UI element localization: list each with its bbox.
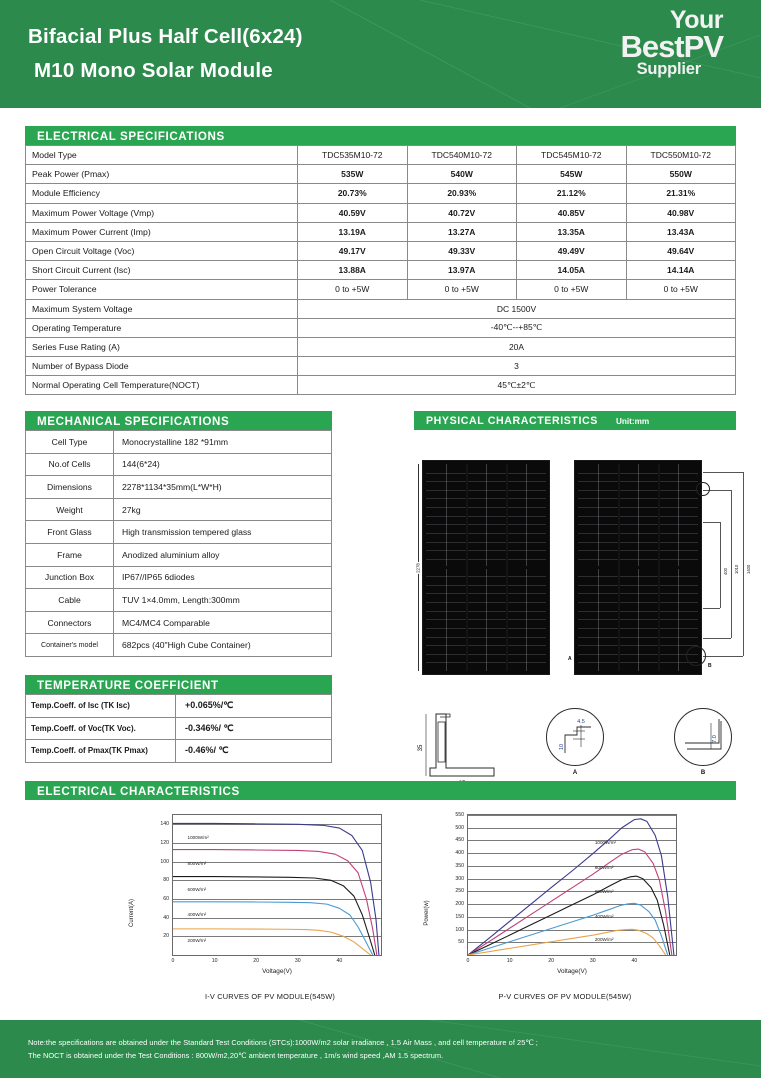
cell-divider (578, 645, 698, 646)
detail-circle-b-marker (686, 646, 706, 666)
y-axis-tick-label: 140 (160, 821, 169, 828)
y-axis-tick-label: 100 (160, 858, 169, 865)
table-row (26, 476, 332, 499)
temp-coeff-label: Temp.Coeff. of Pmax(TK Pmax) (26, 740, 176, 763)
spec-label: Maximum Power Current (Imp) (26, 222, 298, 241)
mech-label: Container's model (26, 634, 114, 657)
cell-divider (426, 481, 546, 482)
spec-value: 21.12% (517, 184, 627, 203)
spec-value: 20A (298, 337, 736, 356)
cell-divider (426, 576, 546, 577)
panel-back-view (568, 460, 751, 675)
series-line (468, 903, 668, 955)
mech-label: Junction Box (26, 566, 114, 589)
table-row (26, 695, 332, 718)
pv-chart-ylabel: Power(w) (424, 899, 430, 926)
series-annotation-label: 400W/m² (594, 914, 614, 920)
spec-label: Maximum System Voltage (26, 299, 298, 318)
detail-mark-a-left: A (568, 656, 572, 662)
table-row (26, 589, 332, 612)
cell-divider (578, 550, 698, 551)
cell-divider (578, 654, 698, 655)
detail-mark-a: A (695, 474, 699, 480)
spec-value: 0 to +5W (407, 280, 517, 299)
callout-leader-line (703, 522, 720, 523)
cell-divider (426, 498, 546, 499)
panel-detail-views (406, 700, 746, 792)
series-annotation-label: 600W/m² (594, 888, 614, 894)
cell-divider (426, 559, 546, 560)
y-axis-tick-label: 100 (455, 926, 464, 933)
detail-view-a-circle (546, 708, 604, 766)
cell-divider (426, 619, 546, 620)
pv-curve-chart (415, 810, 715, 1015)
mech-label: Frame (26, 543, 114, 566)
cell-divider (426, 542, 546, 543)
series-annotation-label: 1000W/m² (594, 840, 617, 845)
table-row (26, 203, 736, 222)
cell-divider (578, 576, 698, 577)
y-axis-tick-label: 60 (163, 896, 169, 902)
cell-divider (426, 550, 546, 551)
physical-characteristics-section (414, 411, 751, 776)
x-axis-tick-label: 10 (506, 958, 513, 964)
temp-coeff-label: Temp.Coeff. of Voc(TK Voc). (26, 717, 176, 740)
table-row (26, 222, 736, 241)
x-axis-tick-label: 30 (589, 958, 596, 964)
mech-value: 144(6*24) (114, 453, 332, 476)
mech-value: MC4/MC4 Comparable (114, 611, 332, 634)
spec-label: Maximum Power Voltage (Vmp) (26, 203, 298, 222)
physical-characteristics-title: PHYSICAL CHARACTERISTICS (426, 415, 598, 427)
callout-leader-line (703, 472, 743, 473)
spec-value: TDC540M10-72 (407, 146, 517, 165)
callout-dimension-value: 1400 (746, 564, 751, 574)
spec-value: 545W (517, 165, 627, 184)
series-annotation-label: 600W/m² (187, 886, 207, 892)
spec-value: 21.31% (626, 184, 736, 203)
spec-value: 20.93% (407, 184, 517, 203)
mech-label: Connectors (26, 611, 114, 634)
cell-divider (426, 645, 546, 646)
cell-divider (578, 542, 698, 543)
spec-label: Series Fuse Rating (A) (26, 337, 298, 356)
spec-value: 49.33V (407, 241, 517, 260)
mech-label: No.of Cells (26, 453, 114, 476)
table-row (26, 566, 332, 589)
table-row (26, 241, 736, 260)
x-axis-tick-label: 20 (253, 958, 260, 964)
physical-characteristics-heading (414, 411, 736, 430)
spec-value: 0 to +5W (298, 280, 408, 299)
spec-label: Normal Operating Cell Temperature(NOCT) (26, 376, 298, 395)
panel-busbar (658, 464, 660, 671)
callout-dimension-value: 400 (723, 568, 728, 575)
spec-value: 49.64V (626, 241, 736, 260)
cell-divider (578, 524, 698, 525)
cell-divider (578, 490, 698, 491)
panel-busbar (618, 464, 620, 671)
detail-view-b-drawing (675, 709, 733, 767)
mech-value: IP67//IP65 6diodes (114, 566, 332, 589)
mech-value: 27kg (114, 498, 332, 521)
cell-divider (426, 585, 546, 586)
callout-leader-line (703, 656, 743, 657)
spec-value: 13.35A (517, 222, 627, 241)
logo-line-supplier: Supplier (636, 60, 701, 78)
cell-divider (578, 593, 698, 594)
spec-value: 40.59V (298, 203, 408, 222)
panel-busbar (506, 464, 508, 671)
mech-value: Anodized aluminium alloy (114, 543, 332, 566)
table-row (26, 146, 736, 165)
iv-chart-ylabel: Current(A) (129, 898, 135, 927)
table-row (26, 376, 736, 395)
table-row (26, 261, 736, 280)
mechanical-specifications-section (25, 411, 332, 657)
spec-value: 49.49V (517, 241, 627, 260)
y-axis-tick-label: 20 (163, 933, 169, 940)
spec-value: 550W (626, 165, 736, 184)
iv-chart-caption: I-V CURVES OF PV MODULE(545W) (204, 992, 336, 1001)
spec-value: 40.98V (626, 203, 736, 222)
series-annotation-label: 200W/m² (594, 936, 614, 942)
detail-b-dim-1: 7.0 (712, 735, 718, 743)
spec-value: 0 to +5W (517, 280, 627, 299)
spec-value: 40.85V (517, 203, 627, 222)
spec-value: 14.14A (626, 261, 736, 280)
charts-container (25, 810, 736, 1025)
cell-divider (578, 498, 698, 499)
callout-dimension-line (731, 490, 732, 638)
cell-divider (426, 637, 546, 638)
cell-divider (426, 507, 546, 508)
cell-divider (578, 619, 698, 620)
electrical-characteristics-section (25, 781, 736, 1025)
callout-leader-line (703, 608, 720, 609)
detail-view-a-label: A (572, 770, 578, 776)
x-axis-tick-label: 20 (548, 958, 555, 964)
table-row (26, 740, 332, 763)
footer-note-line-1: Note:the specifications are obtained under the Standard Test Conditions (STCs):1000W/m2 solar irradiance , 1.5 Air Mass , and cell temperature of 25℃ ; (28, 1038, 538, 1047)
electrical-specifications-table (25, 145, 736, 395)
spec-label: Short Circuit Current (Isc) (26, 261, 298, 280)
spec-value: 13.27A (407, 222, 517, 241)
cell-divider (578, 628, 698, 629)
table-row (26, 299, 736, 318)
spec-value: 13.88A (298, 261, 408, 280)
panel-front-cells (426, 464, 546, 671)
spec-value: 13.19A (298, 222, 408, 241)
panel-front-view (415, 460, 550, 675)
table-row (26, 498, 332, 521)
spec-value: 3 (298, 357, 736, 376)
detail-view-b-circle (674, 708, 732, 766)
y-axis-tick-label: 450 (455, 837, 464, 844)
logo-pv: PV (683, 29, 723, 64)
temp-coeff-value: -0.46%/ ℃ (176, 740, 332, 763)
y-axis-tick-label: 400 (455, 850, 464, 857)
company-logo (620, 8, 723, 78)
x-axis-tick-label: 30 (294, 958, 301, 964)
temperature-coefficient-heading: TEMPERATURE COEFFICIENT (25, 675, 332, 694)
series-annotation-label: 400W/m² (187, 911, 207, 917)
series-annotation-label: 1000W/m² (187, 835, 209, 841)
series-line (468, 876, 670, 955)
pv-chart-xlabel: Voltage(V) (557, 968, 587, 975)
y-axis-tick-label: 150 (455, 913, 464, 920)
spec-label: Peak Power (Pmax) (26, 165, 298, 184)
cell-divider (578, 611, 698, 612)
cell-divider (426, 628, 546, 629)
spec-label: Number of Bypass Diode (26, 357, 298, 376)
detail-view-a-drawing (547, 709, 605, 767)
spec-value: 20.73% (298, 184, 408, 203)
series-annotation-label: 200W/m² (187, 938, 207, 943)
cell-divider (426, 611, 546, 612)
cell-divider (578, 585, 698, 586)
detail-a-dim-1: 4.5 (577, 719, 585, 725)
spec-value: 13.43A (626, 222, 736, 241)
y-axis-tick-label: 40 (163, 914, 169, 921)
chart-curves (468, 815, 676, 955)
temp-coeff-value: +0.065%/℃ (176, 695, 332, 718)
spec-value: 13.97A (407, 261, 517, 280)
spec-value: TDC550M10-72 (626, 146, 736, 165)
x-axis-tick-label: 10 (211, 958, 218, 964)
table-row (26, 611, 332, 634)
cell-divider (578, 602, 698, 603)
spec-value: 14.05A (517, 261, 627, 280)
mech-value: 682pcs (40"High Cube Container) (114, 634, 332, 657)
panel-drawings (414, 438, 751, 776)
mech-value: 2278*1134*35mm(L*W*H) (114, 476, 332, 499)
cell-divider (578, 637, 698, 638)
cell-divider (578, 533, 698, 534)
detail-circle-a-marker (696, 482, 710, 496)
spec-label: Model Type (26, 146, 298, 165)
cell-divider (426, 473, 546, 474)
spec-value: TDC545M10-72 (517, 146, 627, 165)
series-line (468, 929, 666, 955)
logo-line-your: Your (669, 6, 723, 34)
electrical-characteristics-heading: ELECTRICAL CHARACTERISTICS (25, 781, 736, 800)
page-header-banner (0, 0, 761, 108)
temperature-coefficient-table (25, 694, 332, 763)
y-axis-tick-label: 50 (458, 939, 464, 946)
spec-value: TDC535M10-72 (298, 146, 408, 165)
y-axis-tick-label: 250 (455, 888, 464, 895)
cell-divider (426, 524, 546, 525)
mech-label: Dimensions (26, 476, 114, 499)
panel-mid-gap (426, 566, 546, 568)
cell-divider (426, 654, 546, 655)
mech-value: High transmission tempered glass (114, 521, 332, 544)
y-axis-tick-label: 350 (455, 862, 464, 869)
callout-dimension-line (720, 522, 721, 608)
table-row (26, 280, 736, 299)
cell-divider (578, 481, 698, 482)
cell-divider (426, 602, 546, 603)
frame-height-label: 35 (418, 744, 424, 752)
iv-curve-chart (120, 810, 420, 1015)
table-row (26, 717, 332, 740)
mech-label: Weight (26, 498, 114, 521)
spec-value: 0 to +5W (626, 280, 736, 299)
panel-back-frame (574, 460, 702, 675)
panel-front-frame (422, 460, 550, 675)
electrical-specifications-heading: ELECTRICAL SPECIFICATIONS (25, 126, 736, 145)
electrical-specifications-section (25, 126, 736, 395)
table-row (26, 634, 332, 657)
y-axis-tick-label: 80 (163, 877, 169, 884)
temp-coeff-value: -0.346%/ ℃ (176, 717, 332, 740)
temperature-coefficient-section (25, 675, 332, 763)
detail-mark-b: B (708, 663, 712, 669)
mech-value: Monocrystalline 182 *91mm (114, 431, 332, 454)
table-row (26, 453, 332, 476)
cell-divider (426, 490, 546, 491)
cell-divider (578, 559, 698, 560)
title-line-1: Bifacial Plus Half Cell(6x24) (28, 25, 303, 48)
cell-divider (578, 662, 698, 663)
mechanical-specifications-heading: MECHANICAL SPECIFICATIONS (25, 411, 332, 430)
frame-profile-drawing (416, 706, 504, 786)
table-row (26, 165, 736, 184)
x-axis-tick-label: 0 (171, 958, 175, 964)
table-row (26, 337, 736, 356)
callout-dimension-value: 1010 (734, 564, 739, 574)
series-annotation-label: 800W/m² (594, 865, 614, 871)
cell-divider (578, 507, 698, 508)
pv-chart-plot-area (455, 812, 677, 964)
callout-leader-line (703, 638, 731, 639)
table-row (26, 184, 736, 203)
table-row (26, 521, 332, 544)
footer-note-line-2: The NOCT is obtained under the Test Conditions : 800W/m2,20℃ ambient temperature , 1m/s wind speed ,AM 1.5 spectrum. (28, 1051, 444, 1060)
callout-dimension-line (743, 472, 744, 656)
temp-coeff-label: Temp.Coeff. of Isc (TK Isc) (26, 695, 176, 718)
spec-value: -40℃--+85℃ (298, 318, 736, 337)
cell-divider (426, 516, 546, 517)
spec-value: 49.17V (298, 241, 408, 260)
mech-label: Cell Type (26, 431, 114, 454)
spec-label: Operating Temperature (26, 318, 298, 337)
mech-value: TUV 1×4.0mm, Length:300mm (114, 589, 332, 612)
cell-divider (426, 662, 546, 663)
page-title (28, 20, 303, 88)
x-axis-tick-label: 40 (336, 958, 343, 964)
spec-value: 40.72V (407, 203, 517, 222)
cell-divider (426, 593, 546, 594)
mech-label: Front Glass (26, 521, 114, 544)
logo-best: Best (620, 29, 684, 64)
y-axis-tick-label: 120 (160, 840, 169, 846)
footer-note (28, 1036, 538, 1062)
panel-back-callouts (703, 460, 761, 675)
y-axis-tick-label: 550 (455, 812, 464, 818)
spec-value: 535W (298, 165, 408, 184)
mech-label: Cable (26, 589, 114, 612)
table-row (26, 357, 736, 376)
pv-chart-caption: P-V CURVES OF PV MODULE(545W) (498, 992, 632, 1001)
physical-characteristics-unit: Unit:mm (615, 417, 650, 426)
x-axis-tick-label: 0 (466, 958, 470, 964)
table-row (26, 543, 332, 566)
spec-label: Module Efficiency (26, 184, 298, 203)
spec-label: Power Tolerance (26, 280, 298, 299)
page-footer (0, 1020, 761, 1078)
panel-height-value: 2278 (415, 562, 421, 573)
spec-label: Open Circuit Voltage (Voc) (26, 241, 298, 260)
cell-divider (578, 516, 698, 517)
title-line-2: M10 Mono Solar Module (34, 59, 273, 82)
spec-value: 45℃±2℃ (298, 376, 736, 395)
table-row (26, 318, 736, 337)
spec-value: DC 1500V (298, 299, 736, 318)
y-axis-tick-label: 200 (455, 901, 464, 908)
detail-a-dim-2: 10 (559, 743, 565, 751)
iv-chart-xlabel: Voltage(V) (262, 968, 292, 975)
panel-mid-gap (578, 566, 698, 568)
y-axis-tick-label: 300 (455, 875, 464, 882)
iv-chart-plot-area (160, 814, 382, 964)
y-axis-tick-label: 500 (455, 824, 464, 831)
table-row (26, 431, 332, 454)
logo-line-bestpv (620, 31, 723, 62)
panel-back-cells (578, 464, 698, 671)
spec-value: 540W (407, 165, 517, 184)
cell-divider (426, 533, 546, 534)
panel-busbar (466, 464, 468, 671)
detail-view-b-label: B (700, 770, 706, 776)
x-axis-tick-label: 40 (631, 958, 638, 964)
series-annotation-label: 800W/m² (187, 860, 207, 866)
mechanical-specifications-table (25, 430, 332, 657)
cell-divider (578, 473, 698, 474)
